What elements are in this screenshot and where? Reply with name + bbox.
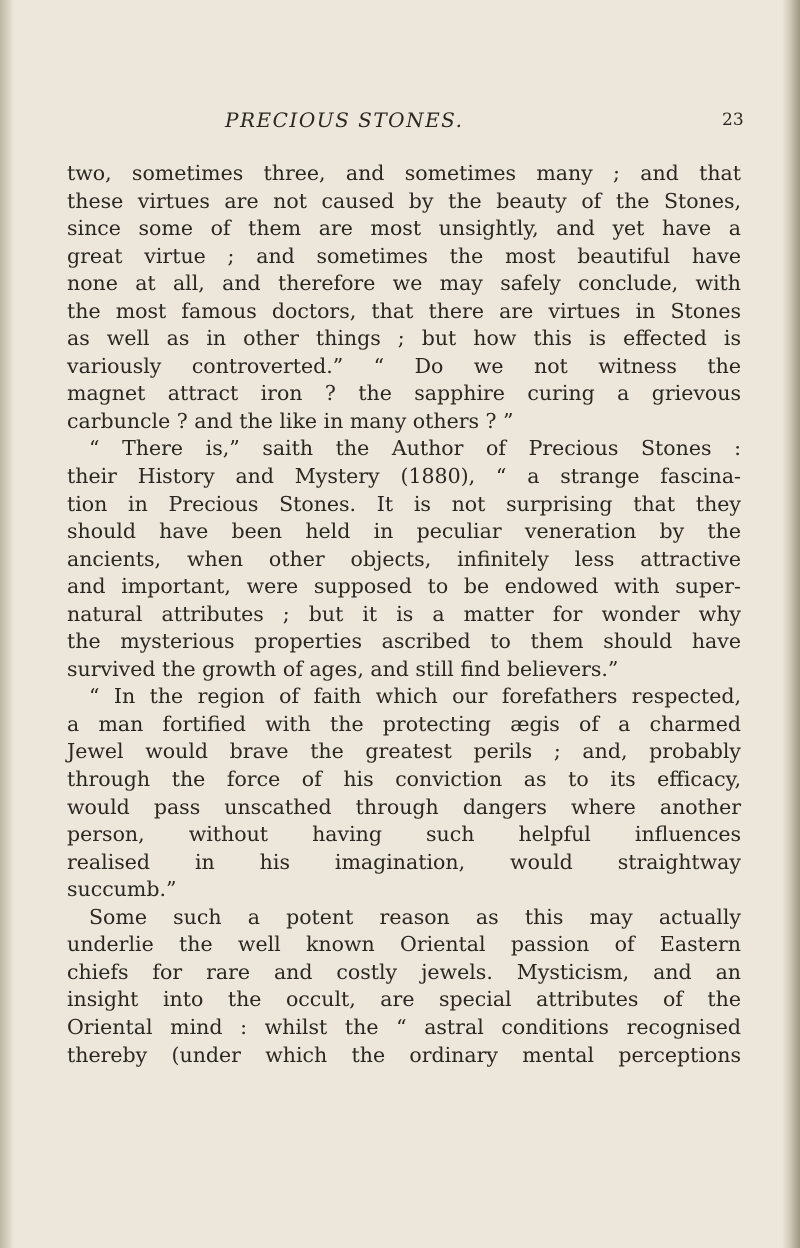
text-line: insight into the occult, are special attributes of the [67, 987, 741, 1012]
text-line: chiefs for rare and costly jewels. Mysticism, and an [67, 959, 741, 984]
text-line: through the force of his conviction as to its efficacy, [67, 767, 741, 792]
text-line: Oriental mind : whilst the “ astral conditions recognised [67, 1014, 741, 1039]
text-line: should have been held in peculiar veneration by the [67, 519, 741, 544]
page-edge-left [0, 0, 14, 1248]
text-line: magnet attract iron ? the sapphire curing a grievous [67, 381, 741, 406]
text-line: would pass unscathed through dangers where another [67, 794, 741, 819]
text-line: person, without having such helpful influences [67, 822, 741, 847]
text-line: these virtues are not caused by the beauty of the Stones, [67, 188, 741, 213]
running-title: PRECIOUS STONES. [225, 108, 464, 132]
text-line: great virtue ; and sometimes the most beautiful have [67, 243, 741, 268]
text-line: Jewel would brave the greatest perils ; and, probably [67, 739, 741, 764]
text-line: underlie the well known Oriental passion of Eastern [67, 932, 741, 957]
text-line: the most famous doctors, that there are virtues in Stones [67, 298, 741, 323]
text-line: survived the growth of ages, and still find believers.” [67, 656, 619, 681]
page-header [0, 108, 800, 138]
text-line: succumb.” [67, 877, 177, 902]
text-line: tion in Precious Stones. It is not surprising that they [67, 491, 741, 516]
text-line: ancients, when other objects, infinitely less attractive [67, 546, 741, 571]
text-line: thereby (under which the ordinary mental perceptions [67, 1042, 741, 1067]
page-edge-right [782, 0, 800, 1248]
text-line: “ In the region of faith which our forefathers respected, [89, 684, 741, 709]
text-line: natural attributes ; but it is a matter for wonder why [67, 601, 741, 626]
text-line: and important, were supposed to be endowed with super- [67, 574, 741, 599]
text-line: carbuncle ? and the like in many others ? ” [67, 408, 514, 433]
text-line: variously controverted.” “ Do we not witness the [67, 353, 741, 378]
text-line: realised in his imagination, would straightway [67, 849, 741, 874]
page-number: 23 [722, 110, 744, 130]
text-line: none at all, and therefore we may safely conclude, with [67, 271, 741, 296]
text-line: two, sometimes three, and sometimes many ; and that [67, 161, 741, 185]
text-line: Some such a potent reason as this may actually [89, 904, 741, 929]
text-line: as well as in other things ; but how this is effected is [67, 326, 741, 351]
body-text [67, 160, 741, 1069]
text-line: their History and Mystery (1880), “ a strange fascina- [67, 464, 741, 489]
text-line: “ There is,” saith the Author of Precious Stones : [89, 436, 741, 461]
text-line: a man fortified with the protecting ægis of a charmed [67, 711, 741, 736]
text-line: since some of them are most unsightly, and yet have a [67, 216, 741, 241]
text-line: the mysterious properties ascribed to them should have [67, 629, 741, 654]
